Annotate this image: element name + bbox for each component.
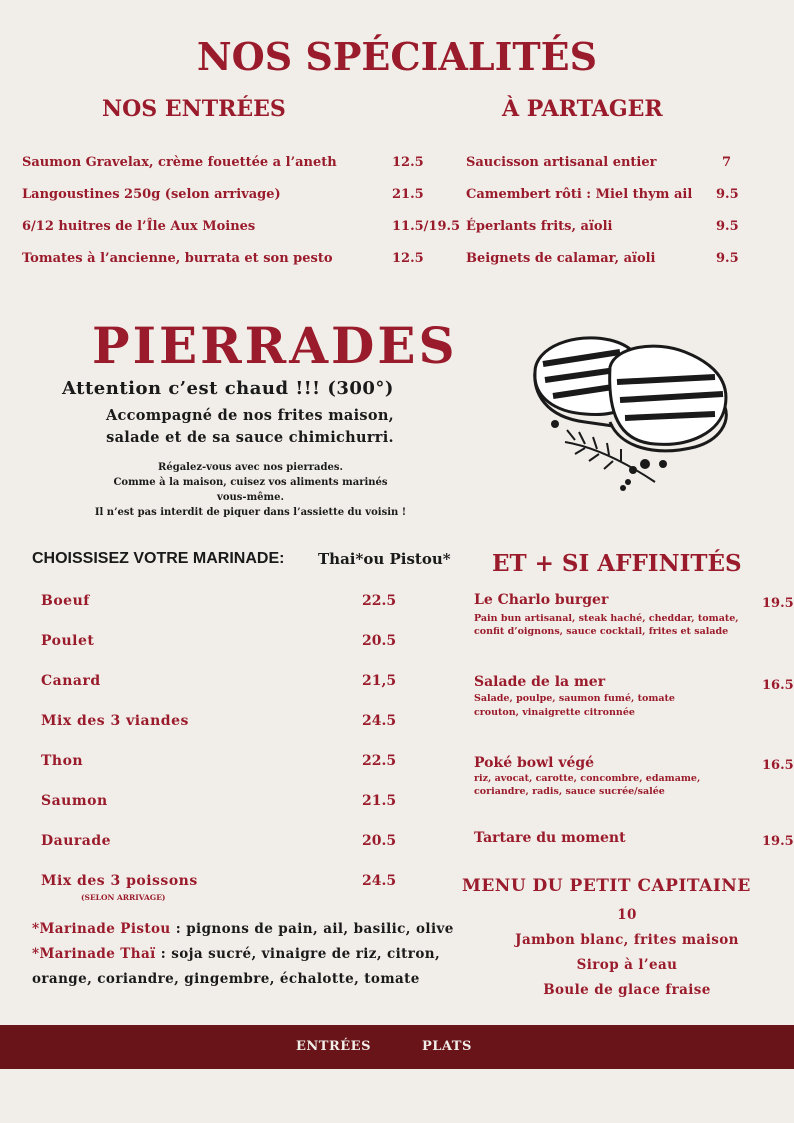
pierrade-item-name: Saumon [41,793,108,809]
info-line: Comme à la maison, cuisez vos aliments marinés [113,477,388,488]
affinites-item-price: 16.5 [762,758,794,773]
entree-item-name: 6/12 huitres de l’Île Aux Moines [22,219,256,234]
affinites-item-name: Tartare du moment [474,830,626,846]
entrees-heading: NOS ENTRÉES [102,96,286,122]
marinade-options: Thai*ou Pistou* [318,550,451,568]
pierrades-heading: PIERRADES [92,316,458,375]
entree-item-price: 12.5 [392,155,424,170]
pierrade-item-price: 22.5 [362,593,397,609]
partager-item-name: Éperlants frits, aïoli [466,219,613,234]
accompaniment-line: Accompagné de nos frites maison, [105,407,395,424]
grilled-steak-icon [525,322,740,497]
pierrade-item-price: 21,5 [362,673,397,689]
affinites-item-name: Salade de la mer [474,674,606,690]
affinites-item-name: Le Charlo burger [474,592,609,608]
capitaine-price: 10 [617,907,637,923]
info-line: vous-même. [217,492,284,503]
affinites-item-price: 19.5 [762,596,794,611]
partager-heading: À PARTAGER [502,96,663,122]
entree-item-name: Saumon Gravelax, crème fouettée a l’aneth [22,155,337,170]
partager-item-price: 7 [722,155,732,170]
affinites-item-desc: confit d’oignons, sauce cocktail, frites et salade [474,626,729,637]
entree-item-name: Tomates à l’ancienne, burrata et son pesto [22,251,333,266]
affinites-item-price: 19.5 [762,834,794,849]
entree-item-name: Langoustines 250g (selon arrivage) [22,187,281,202]
pierrade-item-price: 24.5 [362,713,397,729]
pierrade-item-name: Mix des 3 poissons [41,873,198,889]
pierrade-item-name: Canard [41,673,101,689]
affinites-item-desc: coriandre, radis, sauce sucrée/salée [474,786,665,797]
partager-item-price: 9.5 [716,219,739,234]
pierrade-item-name: Daurade [41,833,112,849]
partager-item-name: Camembert rôti : Miel thym ail [466,187,693,202]
affinites-item-desc: riz, avocat, carotte, concombre, edamame, [474,773,701,784]
partager-item-price: 9.5 [716,251,739,266]
partager-item-name: Beignets de calamar, aïoli [466,251,656,266]
pistou-text: : pignons de pain, ail, basilic, olive [170,921,454,937]
pierrade-item-price: 20.5 [362,633,397,649]
thai-text: : soja sucré, vinaigre de riz, citron, [155,946,441,962]
affinites-item-price: 16.5 [762,678,794,693]
info-line: Régalez-vous avec nos pierrades. [158,462,343,473]
affinites-item-desc: Pain bun artisanal, steak haché, cheddar, tomate, [474,613,739,624]
pierrade-item-name: Thon [41,753,84,769]
capitaine-line: Sirop à l’eau [576,957,678,973]
thai-footnote [32,946,440,962]
info-line: Il n’est pas interdit de piquer dans l’assiette du voisin ! [94,507,407,518]
pistou-footnote [32,921,454,937]
pierrade-item-name: Poulet [41,633,95,649]
capitaine-heading: MENU DU PETIT CAPITAINE [462,876,751,896]
affinites-item-desc: crouton, vinaigrette citronnée [474,707,635,718]
affinites-item-name: Poké bowl végé [474,755,595,771]
capitaine-line: Boule de glace fraise [543,982,711,998]
entree-item-price: 12.5 [392,251,424,266]
pistou-label: *Marinade Pistou [32,921,171,937]
pierrade-item-price: 24.5 [362,873,397,889]
thai-footnote-cont: orange, coriandre, gingembre, échalotte, tomate [32,971,420,987]
thai-label: *Marinade Thaï [32,946,156,962]
selon-arrivage-note: (SELON ARRIVAGE) [81,893,166,902]
nav-link-plats[interactable]: PLATS [422,1039,472,1054]
capitaine-line: Jambon blanc, frites maison [515,932,739,948]
pierrade-item-name: Mix des 3 viandes [41,713,189,729]
entree-item-price: 21.5 [392,187,424,202]
footer-nav [0,1025,794,1069]
pierrade-item-price: 21.5 [362,793,397,809]
heat-warning: Attention c’est chaud !!! (300°) [62,378,394,399]
marinade-label: CHOISSISEZ VOTRE MARINADE: [32,550,285,567]
partager-item-price: 9.5 [716,187,739,202]
accompaniment-line: salade et de sa sauce chimichurri. [106,429,394,446]
affinites-item-desc: Salade, poulpe, saumon fumé, tomate [474,693,675,704]
pierrade-item-name: Boeuf [41,593,90,609]
pierrade-item-price: 22.5 [362,753,397,769]
partager-item-name: Saucisson artisanal entier [466,155,657,170]
entree-item-price: 11.5/19.5 [392,219,461,234]
page-title: NOS SPÉCIALITÉS [196,34,598,79]
nav-link-entrees[interactable]: ENTRÉES [296,1039,371,1054]
pierrade-item-price: 20.5 [362,833,397,849]
affinites-heading: ET + SI AFFINITÉS [492,550,742,577]
